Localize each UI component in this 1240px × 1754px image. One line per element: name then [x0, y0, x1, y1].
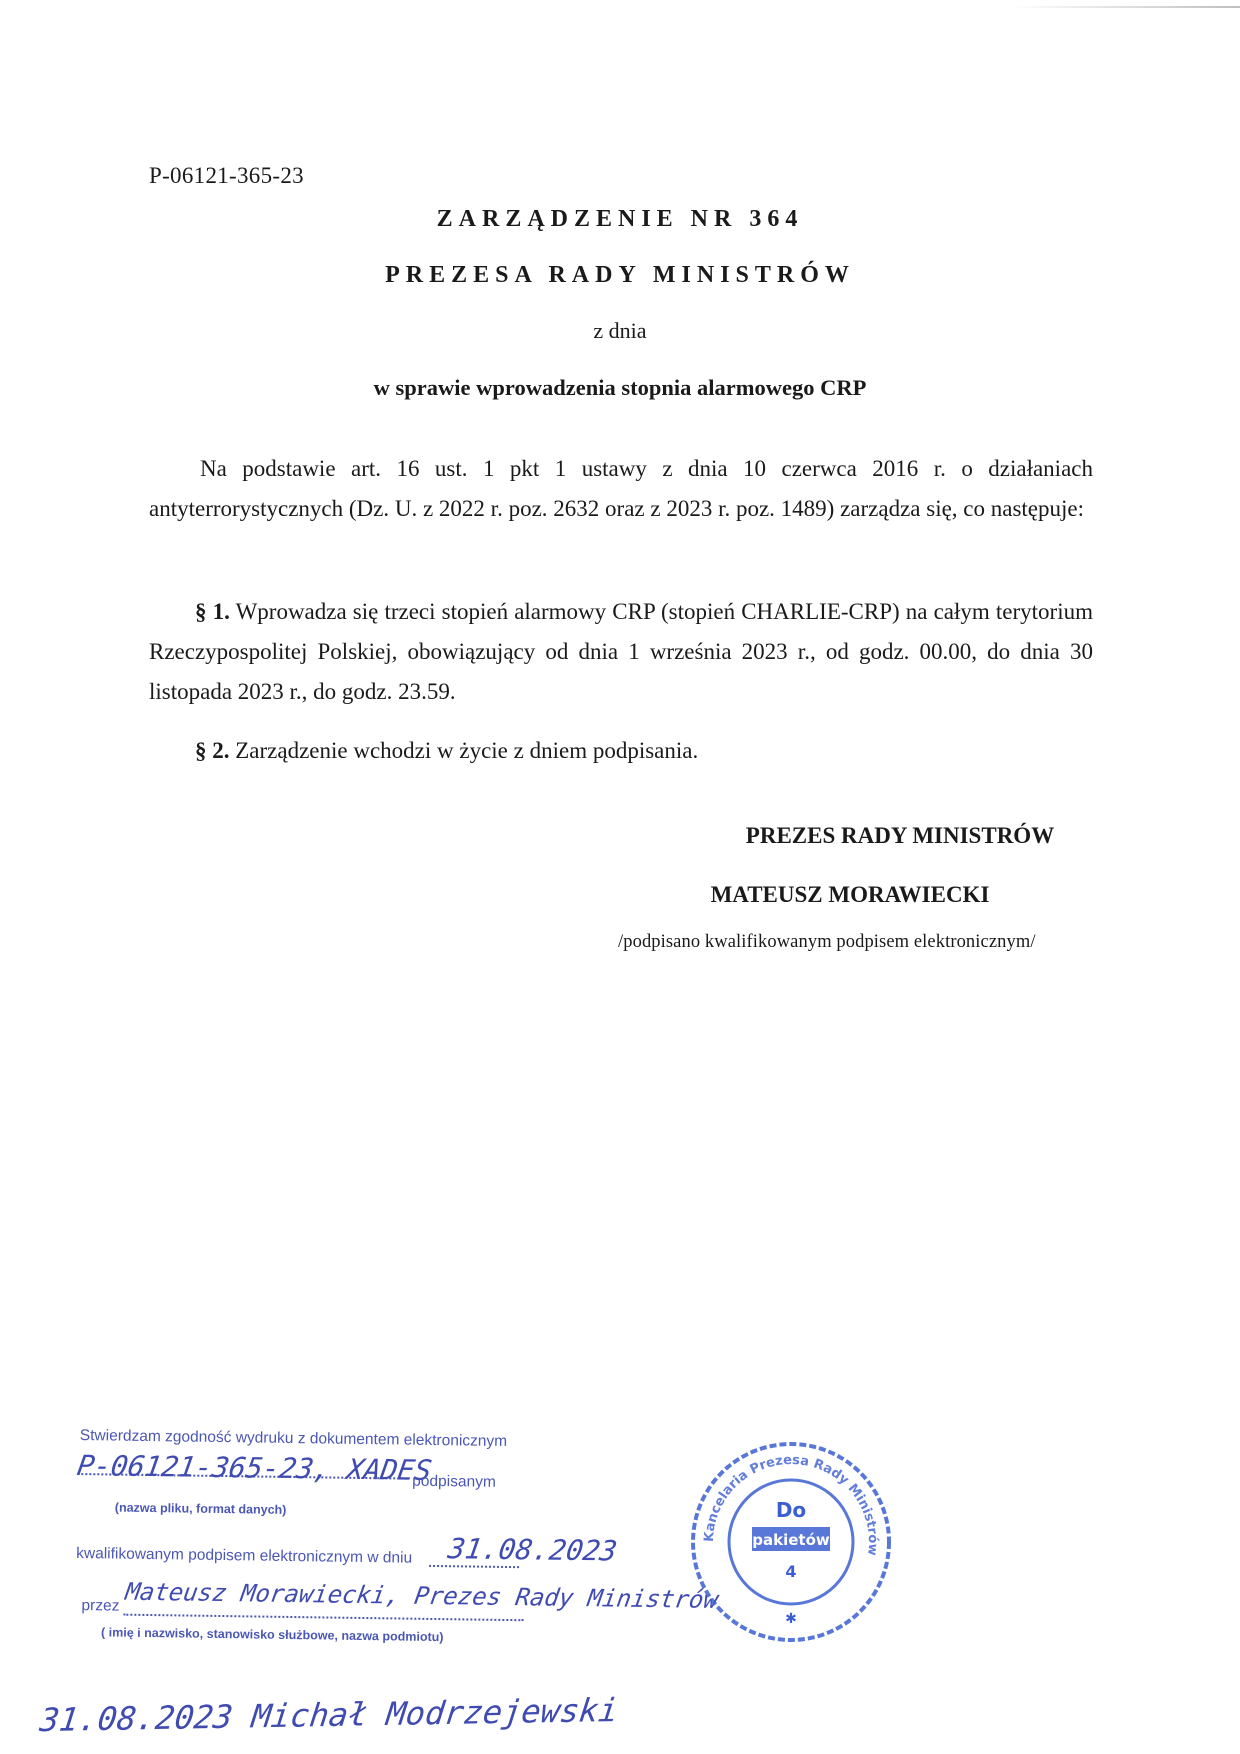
cert-signed-label: podpisanym — [412, 1472, 496, 1491]
document-reference: P-06121-365-23 — [149, 163, 304, 188]
signatory-name: MATEUSZ MORAWIECKI — [710, 882, 990, 907]
cert-handwritten-filename: P-06121-365-23, XADES — [74, 1449, 434, 1487]
cert-signer-dotted-line — [123, 1614, 523, 1622]
section-1-paragraph — [149, 592, 1093, 712]
seal-center-text-2: pakietów — [752, 1531, 830, 1549]
document-issuer: PREZESA RADY MINISTRÓW — [385, 262, 855, 288]
document-date-line: z dnia — [593, 318, 647, 343]
official-seal — [686, 1437, 896, 1647]
cert-by-label: przez — [81, 1597, 120, 1615]
electronic-signature-note: /podpisano kwalifikowanym podpisem elektronicznym/ — [618, 932, 1036, 952]
section-2-text: Zarządzenie wchodzi w życie z dniem podpisania. — [235, 738, 699, 763]
scan-edge-line — [1010, 6, 1240, 8]
cert-signer-caption: ( imię i nazwisko, stanowisko służbowe, nazwa podmiotu) — [101, 1625, 444, 1645]
cert-statement: Stwierdzam zgodność wydruku z dokumentem elektronicznym — [79, 1427, 508, 1450]
seal-center-number: 4 — [785, 1562, 797, 1581]
seal-center-text-1: Do — [775, 1498, 807, 1522]
handwritten-footer-note: 31.08.2023 Michał Modrzejewski — [37, 1690, 621, 1740]
cert-qualified-label: kwalifikowanym podpisem elektronicznym w dniu — [76, 1544, 413, 1567]
document-subject: w sprawie wprowadzenia stopnia alarmowego CRP — [373, 375, 867, 400]
section-1-text: Wprowadza się trzeci stopień alarmowy CRP (stopień CHARLIE-CRP) na całym terytorium Rzeczypospolitej Polskiej, obowiązujący od dnia 1 września 2023 r., od godz. 00.00, do dnia 30 listopada 2023 r., do godz. 23.59. — [149, 599, 1093, 704]
cert-handwritten-date: 31.08.2023 — [445, 1532, 620, 1568]
signatory-title: PREZES RADY MINISTRÓW — [745, 823, 1055, 848]
intro-paragraph: Na podstawie art. 16 ust. 1 pkt 1 ustawy z dnia 10 czerwca 2016 r. o działaniach antyterrorystycznych (Dz. U. z 2022 r. poz. 2632 oraz z 2023 r. poz. 1489) zarządza się, co następuje: — [149, 456, 1093, 521]
cert-handwritten-signer: Mateusz Morawiecki, Prezes Rady Ministrów — [123, 1577, 721, 1614]
document-title: ZARZĄDZENIE NR 364 — [436, 206, 804, 232]
cert-filename-caption: (nazwa pliku, format danych) — [114, 1500, 287, 1517]
section-2-label: § 2. — [195, 738, 230, 763]
section-1-label: § 1. — [195, 599, 230, 624]
section-2-paragraph — [149, 731, 1093, 771]
seal-star-icon: ✱ — [785, 1611, 797, 1627]
seal-ring-text: Kancelaria Prezesa Rady Ministrów — [701, 1452, 881, 1557]
certification-stamp — [74, 1425, 721, 1662]
